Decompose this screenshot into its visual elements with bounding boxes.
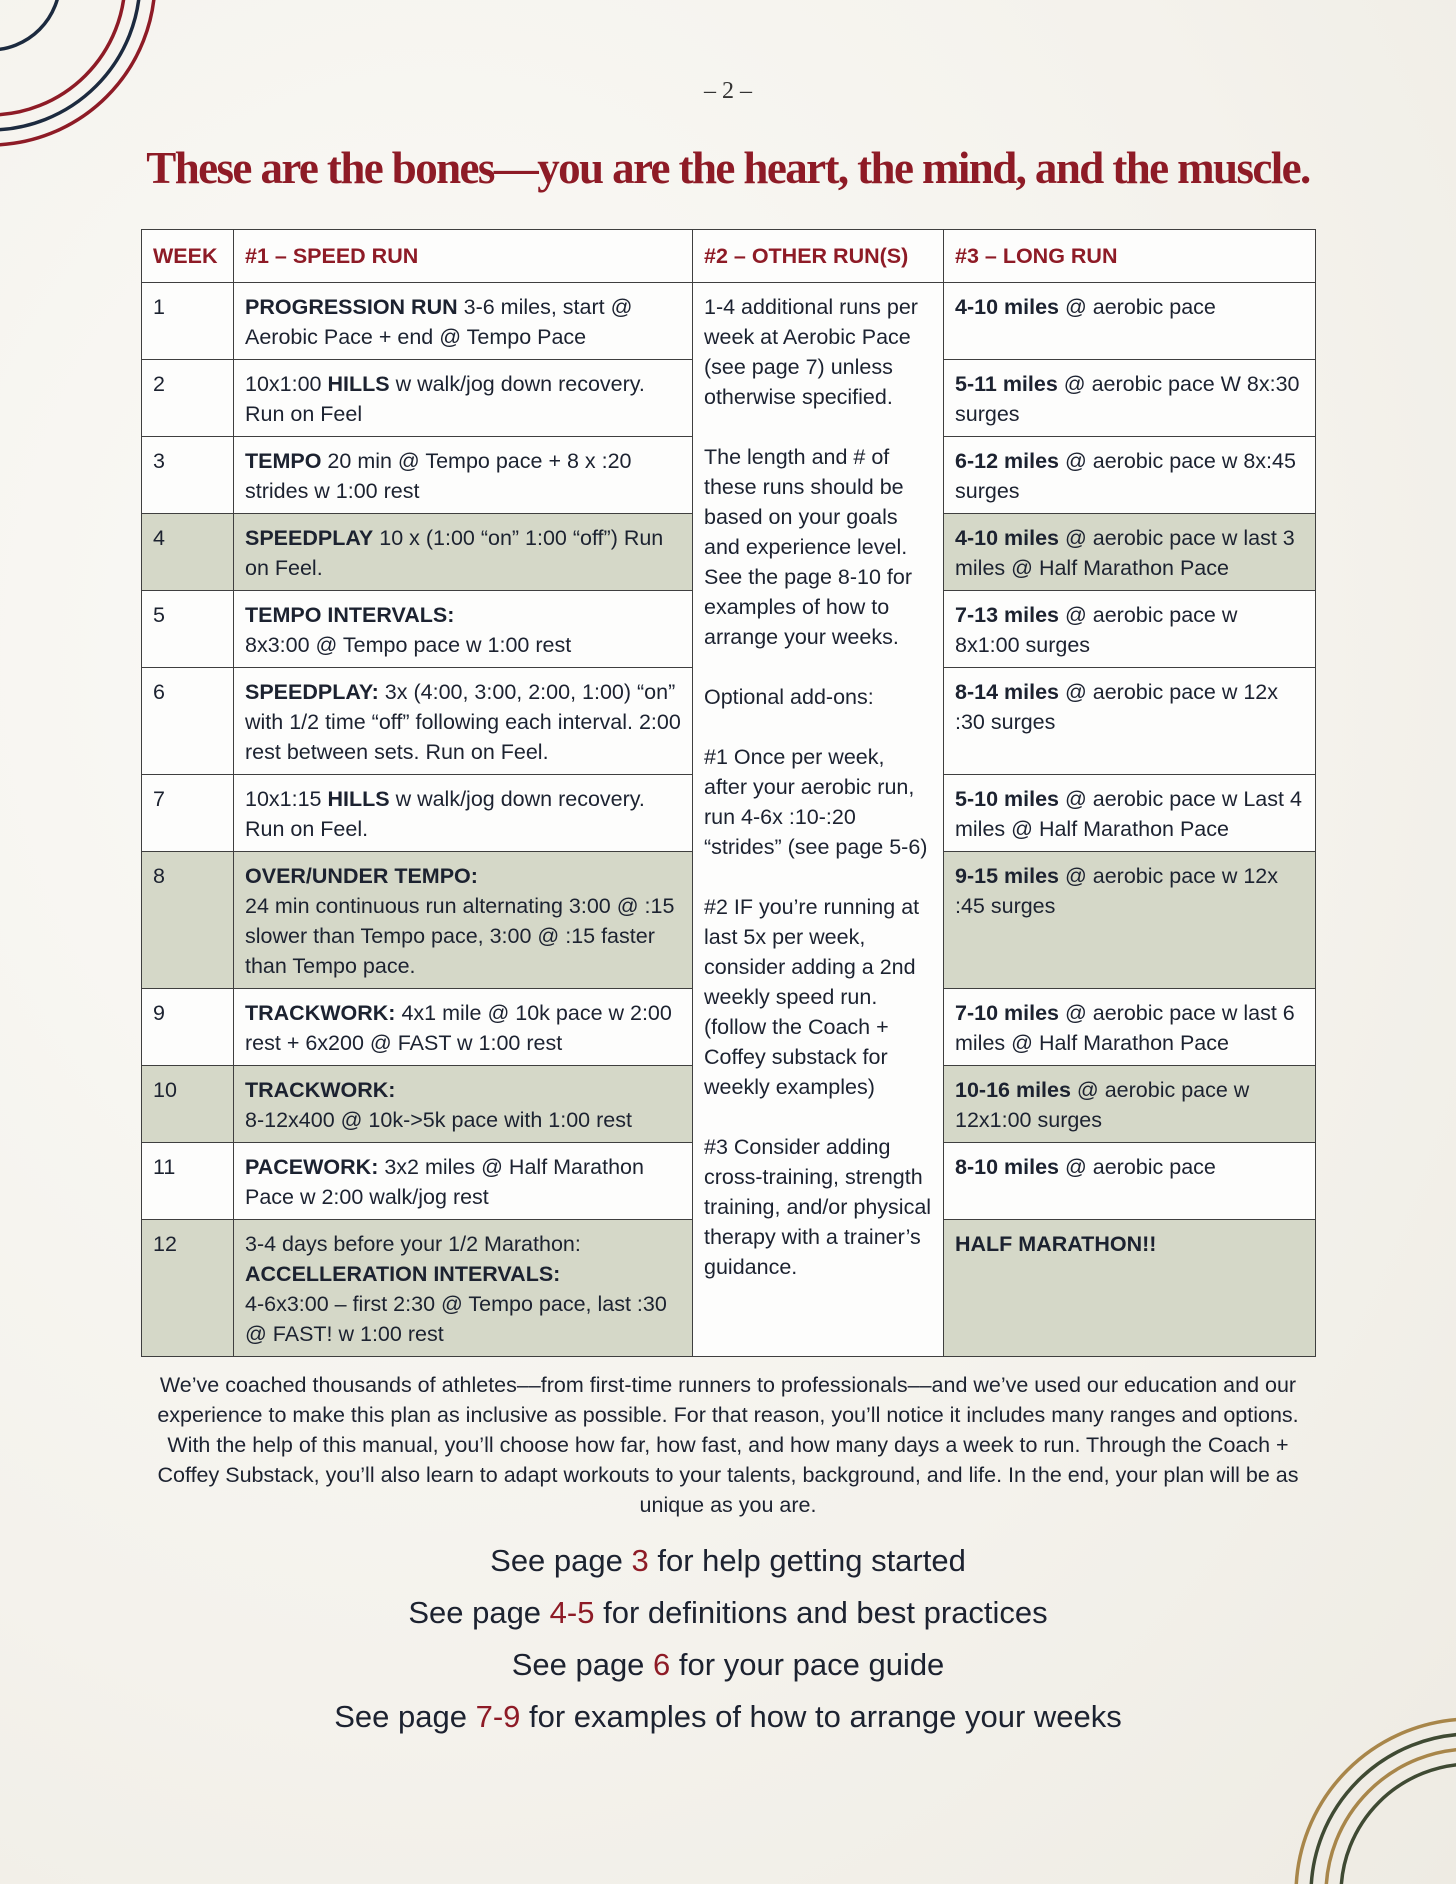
speed-run-detail: w walk/jog down recovery. Run on Feel. bbox=[245, 787, 645, 841]
reference-line bbox=[0, 1587, 1456, 1639]
reference-text: for definitions and best practices bbox=[594, 1595, 1048, 1630]
speed-run-prefix: 10x1:15 bbox=[245, 787, 328, 811]
other-runs-note: #1 Once per week, after your aerobic run, run 4-6x :10-:20 “strides” (see page 5-6) bbox=[704, 745, 928, 859]
long-run-cell bbox=[944, 514, 1316, 591]
reference-text: See page bbox=[511, 1647, 654, 1682]
long-run-detail: @ aerobic pace w 12x :30 surges bbox=[955, 680, 1279, 734]
long-run-cell bbox=[944, 283, 1316, 360]
page-references bbox=[0, 1535, 1456, 1743]
reference-text: See page bbox=[408, 1595, 550, 1630]
long-run-distance: 5-11 miles bbox=[955, 372, 1058, 396]
speed-run-name: SPEEDPLAY bbox=[245, 526, 374, 550]
speed-run-prefix: 3-4 days before your 1/2 Marathon: bbox=[245, 1232, 581, 1256]
long-run-detail: @ aerobic pace W 8x:30 surges bbox=[955, 372, 1300, 426]
reference-page-number: 7-9 bbox=[475, 1699, 521, 1734]
long-run-distance: 5-10 miles bbox=[955, 787, 1059, 811]
long-run-detail: @ aerobic pace bbox=[1058, 1155, 1216, 1179]
speed-run-detail: 24 min continuous run alternating 3:00 @ :15 slower than Tempo pace, 3:00 @ :15 faster than Tempo pace. bbox=[245, 894, 675, 978]
speed-run-name: TRACKWORK: bbox=[245, 1078, 396, 1102]
week-number: 3 bbox=[142, 437, 234, 514]
week-number: 4 bbox=[142, 514, 234, 591]
long-run-detail: @ aerobic pace w 8x:45 surges bbox=[955, 449, 1296, 503]
speed-run-detail: 20 min @ Tempo pace + 8 x :20 strides w 1:00 rest bbox=[245, 449, 632, 503]
long-run-cell bbox=[944, 437, 1316, 514]
speed-run-cell bbox=[234, 668, 693, 775]
reference-text: for help getting started bbox=[648, 1543, 966, 1578]
reference-text: See page bbox=[334, 1699, 476, 1734]
speed-run-detail: 3-6 miles, start @ Aerobic Pace + end @ Tempo Pace bbox=[245, 295, 633, 349]
reference-text: See page bbox=[490, 1543, 632, 1578]
long-run-distance: 4-10 miles bbox=[955, 526, 1059, 550]
speed-run-cell bbox=[234, 360, 693, 437]
long-run-distance: HALF MARATHON!! bbox=[955, 1232, 1157, 1256]
speed-run-cell bbox=[234, 591, 693, 668]
long-run-detail: @ aerobic pace w last 3 miles @ Half Marathon Pace bbox=[955, 526, 1295, 580]
long-run-distance: 6-12 miles bbox=[955, 449, 1059, 473]
speed-run-name: TRACKWORK: bbox=[245, 1001, 396, 1025]
long-run-cell bbox=[944, 360, 1316, 437]
speed-run-detail: 10 x (1:00 “on” 1:00 “off”) Run on Feel. bbox=[245, 526, 664, 580]
long-run-distance: 10-16 miles bbox=[955, 1078, 1071, 1102]
page-title: These are the bones—you are the heart, the mind, and the muscle. bbox=[146, 143, 1310, 193]
table-header-row bbox=[142, 230, 1316, 283]
speed-run-name: PROGRESSION RUN bbox=[245, 295, 458, 319]
long-run-distance: 7-13 miles bbox=[955, 603, 1059, 627]
speed-run-name: ACCELLERATION INTERVALS: bbox=[245, 1262, 561, 1286]
week-number: 5 bbox=[142, 591, 234, 668]
speed-run-cell bbox=[234, 1143, 693, 1220]
header-other-runs: #2 – OTHER RUN(S) bbox=[693, 230, 944, 283]
table-row bbox=[142, 283, 1316, 360]
reference-page-number: 4-5 bbox=[549, 1595, 595, 1630]
header-long-run: #3 – LONG RUN bbox=[944, 230, 1316, 283]
long-run-cell bbox=[944, 775, 1316, 852]
speed-run-prefix: 10x1:00 bbox=[245, 372, 328, 396]
long-run-distance: 8-14 miles bbox=[955, 680, 1059, 704]
speed-run-name: OVER/UNDER TEMPO: bbox=[245, 864, 478, 888]
reference-text: for your pace guide bbox=[670, 1647, 945, 1682]
speed-run-name: PACEWORK: bbox=[245, 1155, 379, 1179]
long-run-cell bbox=[944, 852, 1316, 989]
week-number: 12 bbox=[142, 1220, 234, 1357]
speed-run-detail: w walk/jog down recovery. Run on Feel bbox=[245, 372, 645, 426]
page-number: – 2 – bbox=[704, 78, 752, 104]
week-number: 11 bbox=[142, 1143, 234, 1220]
long-run-distance: 9-15 miles bbox=[955, 864, 1059, 888]
week-number: 6 bbox=[142, 668, 234, 775]
reference-text: for examples of how to arrange your weeks bbox=[520, 1699, 1122, 1734]
long-run-cell bbox=[944, 989, 1316, 1066]
speed-run-cell bbox=[234, 852, 693, 989]
speed-run-cell bbox=[234, 1066, 693, 1143]
reference-line bbox=[0, 1639, 1456, 1691]
speed-run-detail: 8-12x400 @ 10k->5k pace with 1:00 rest bbox=[245, 1108, 632, 1132]
long-run-cell bbox=[944, 1143, 1316, 1220]
long-run-detail: @ aerobic pace w 12x1:00 surges bbox=[955, 1078, 1250, 1132]
week-number: 7 bbox=[142, 775, 234, 852]
long-run-distance: 8-10 miles bbox=[955, 1155, 1059, 1179]
training-plan-table bbox=[141, 229, 1316, 1357]
speed-run-cell bbox=[234, 989, 693, 1066]
reference-page-number: 6 bbox=[653, 1647, 671, 1682]
long-run-cell bbox=[944, 591, 1316, 668]
long-run-cell bbox=[944, 1220, 1316, 1357]
week-number: 8 bbox=[142, 852, 234, 989]
other-runs-cell bbox=[693, 283, 944, 1357]
other-runs-note: #3 Consider adding cross-training, strength training, and/or physical therapy with a trainer’s guidance. bbox=[704, 1135, 932, 1279]
long-run-detail: @ aerobic pace bbox=[1058, 295, 1216, 319]
week-number: 2 bbox=[142, 360, 234, 437]
long-run-distance: 7-10 miles bbox=[955, 1001, 1059, 1025]
long-run-cell bbox=[944, 668, 1316, 775]
other-runs-note: #2 IF you’re running at last 5x per week, consider adding a 2nd weekly speed run. (follow the Coach + Coffey substack for weekly examples) bbox=[704, 895, 920, 1099]
long-run-detail: @ aerobic pace w 8x1:00 surges bbox=[955, 603, 1238, 657]
speed-run-cell bbox=[234, 1220, 693, 1357]
speed-run-cell bbox=[234, 283, 693, 360]
speed-run-detail: 4-6x3:00 – first 2:30 @ Tempo pace, last :30 @ FAST! w 1:00 rest bbox=[245, 1292, 667, 1346]
header-speed-run: #1 – SPEED RUN bbox=[234, 230, 693, 283]
reference-page-number: 3 bbox=[631, 1543, 649, 1578]
other-runs-note: Optional add-ons: bbox=[704, 685, 874, 709]
intro-paragraph: We’ve coached thousands of athletes––from first-time runners to professionals––and we’ve used our education and our experience to make this plan as inclusive as possible. For that reason, you’ll notice it includes many ranges and options. With the help of this manual, you’ll choose how far, how fast, and how many days a week to run. Through the Coach + Coffey Substack, you’ll also learn to adapt workouts to your talents, background, and life. In the end, your plan will be as unique as you are. bbox=[157, 1373, 1299, 1517]
week-number: 1 bbox=[142, 283, 234, 360]
reference-line bbox=[0, 1535, 1456, 1587]
speed-run-name: TEMPO INTERVALS: bbox=[245, 603, 455, 627]
speed-run-detail: 3x (4:00, 3:00, 2:00, 1:00) “on” with 1/2 time “off” following each interval. 2:00 rest between sets. Run on Feel. bbox=[245, 680, 681, 764]
speed-run-name: TEMPO bbox=[245, 449, 322, 473]
week-number: 10 bbox=[142, 1066, 234, 1143]
speed-run-cell bbox=[234, 775, 693, 852]
week-number: 9 bbox=[142, 989, 234, 1066]
speed-run-detail: 3x2 miles @ Half Marathon Pace w 2:00 walk/jog rest bbox=[245, 1155, 644, 1209]
speed-run-cell bbox=[234, 437, 693, 514]
long-run-distance: 4-10 miles bbox=[955, 295, 1059, 319]
speed-run-name: HILLS bbox=[327, 372, 390, 396]
long-run-cell bbox=[944, 1066, 1316, 1143]
other-runs-note: 1-4 additional runs per week at Aerobic Pace (see page 7) unless otherwise specified. bbox=[704, 295, 918, 409]
long-run-detail: @ aerobic pace w Last 4 miles @ Half Marathon Pace bbox=[955, 787, 1302, 841]
speed-run-cell bbox=[234, 514, 693, 591]
speed-run-name: SPEEDPLAY: bbox=[245, 680, 379, 704]
speed-run-detail: 8x3:00 @ Tempo pace w 1:00 rest bbox=[245, 633, 572, 657]
reference-line bbox=[0, 1691, 1456, 1743]
long-run-detail: @ aerobic pace w last 6 miles @ Half Marathon Pace bbox=[955, 1001, 1295, 1055]
other-runs-note: The length and # of these runs should be based on your goals and experience level. See the page 8-10 for examples of how to arrange your weeks. bbox=[704, 445, 912, 649]
long-run-detail: @ aerobic pace w 12x :45 surges bbox=[955, 864, 1279, 918]
speed-run-name: HILLS bbox=[327, 787, 390, 811]
header-week: WEEK bbox=[142, 230, 234, 283]
speed-run-detail: 4x1 mile @ 10k pace w 2:00 rest + 6x200 @ FAST w 1:00 rest bbox=[245, 1001, 672, 1055]
